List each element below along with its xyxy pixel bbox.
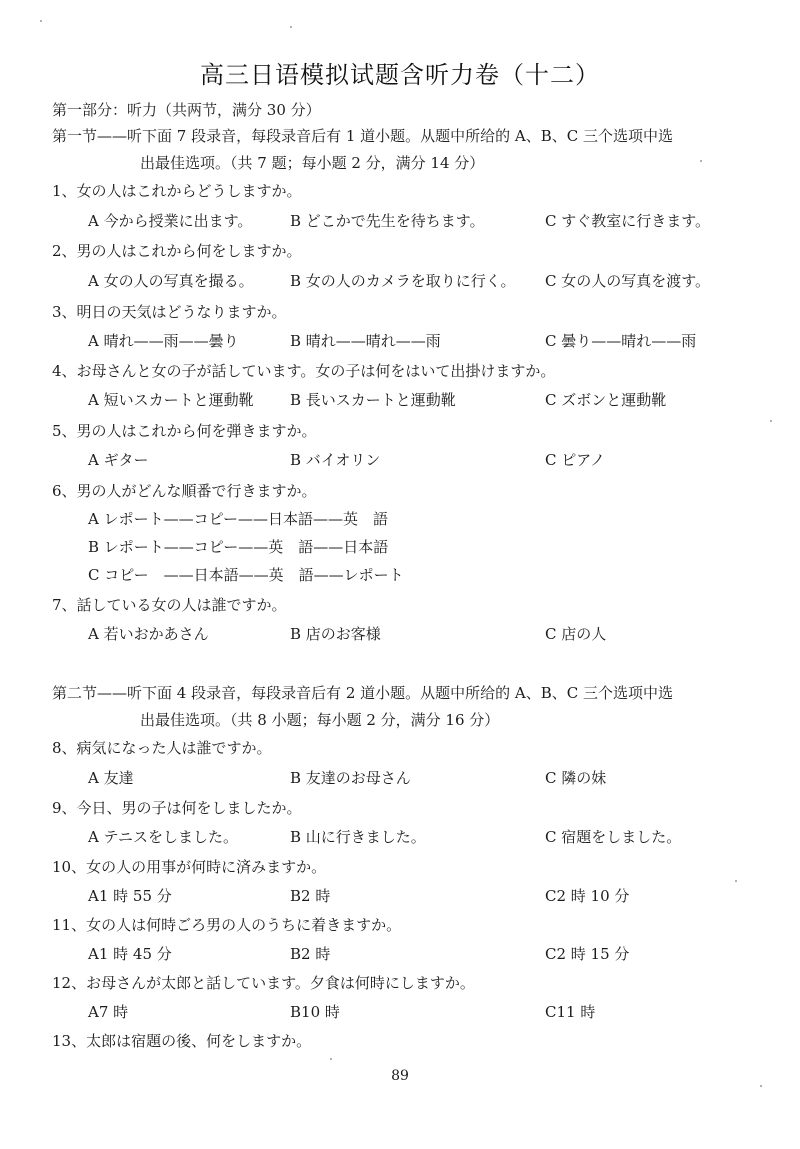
q2-option-b: B 女の人のカメラを取りに行く。 — [290, 272, 516, 290]
q5-option-b: B バイオリン — [290, 451, 381, 469]
q1-option-b: B どこかで先生を待ちます。 — [290, 212, 485, 230]
q7-option-a: A 若いおかあさん — [88, 625, 209, 643]
scan-speck — [330, 1058, 332, 1060]
question-13: 13、太郎は宿題の後、何をしますか。 — [52, 1032, 312, 1050]
q4-option-c: C ズボンと運動靴 — [545, 391, 667, 409]
section1-instruction-line2: 出最佳选项。（共 7 题；每小题 2 分，满分 14 分） — [140, 154, 485, 172]
q9-option-c: C 宿題をしました。 — [545, 828, 682, 846]
q2-option-c: C 女の人の写真を渡す。 — [545, 272, 711, 290]
question-8: 8、病気になった人は誰ですか。 — [52, 739, 272, 757]
q7-option-b: B 店のお客様 — [290, 625, 381, 643]
question-10: 10、女の人の用事が何時に済みますか。 — [52, 858, 327, 876]
q2-option-a: A 女の人の写真を撮る。 — [88, 272, 254, 290]
q6-option-a: A レポート——コピー——日本語——英 語 — [88, 510, 389, 528]
section2-instruction-line1: 第二节——听下面 4 段录音，每段录音后有 2 道小题。从题中所给的 A、B、C 三个选项中选 — [52, 684, 674, 702]
q11-option-b: B2 時 — [290, 945, 331, 963]
scan-speck — [700, 160, 702, 162]
question-6: 6、男の人がどんな順番で行きますか。 — [52, 482, 317, 500]
question-4: 4、お母さんと女の子が話しています。女の子は何をはいて出掛けますか。 — [52, 362, 556, 380]
q12-option-b: B10 時 — [290, 1003, 340, 1021]
q8-option-a: A 友達 — [88, 769, 134, 787]
q3-option-a: A 晴れ——雨——曇り — [88, 332, 239, 350]
question-2: 2、男の人はこれから何をしますか。 — [52, 242, 302, 260]
page-number: 89 — [391, 1068, 409, 1084]
q10-option-a: A1 時 55 分 — [88, 887, 172, 905]
q10-option-c: C2 時 10 分 — [545, 887, 630, 905]
scan-speck — [290, 26, 292, 28]
q5-option-a: A ギター — [88, 451, 149, 469]
q3-option-b: B 晴れ——晴れ——雨 — [290, 332, 441, 350]
page-title: 高三日语模拟试题含听力卷（十二） — [200, 61, 600, 89]
q9-option-b: B 山に行きました。 — [290, 828, 426, 846]
question-5: 5、男の人はこれから何を弾きますか。 — [52, 422, 317, 440]
q8-option-b: B 友達のお母さん — [290, 769, 411, 787]
scan-speck — [770, 420, 772, 422]
part1-heading: 第一部分：听力（共两节，满分 30 分） — [52, 101, 321, 119]
q8-option-c: C 隣の妹 — [545, 769, 607, 787]
q12-option-c: C11 時 — [545, 1003, 596, 1021]
question-11: 11、女の人は何時ごろ男の人のうちに着きますか。 — [52, 916, 402, 934]
q11-option-c: C2 時 15 分 — [545, 945, 630, 963]
q6-option-b: B レポート——コピー——英 語——日本語 — [88, 538, 389, 556]
q1-option-a: A 今から授業に出ます。 — [88, 212, 253, 230]
q6-option-c: C コピー ——日本語——英 語——レポート — [88, 566, 404, 584]
question-9: 9、今日、男の子は何をしましたか。 — [52, 799, 302, 817]
q3-option-c: C 曇り——晴れ——雨 — [545, 332, 697, 350]
section2-instruction-line2: 出最佳选项。（共 8 小题；每小题 2 分，满分 16 分） — [140, 711, 500, 729]
q4-option-b: B 長いスカートと運動靴 — [290, 391, 456, 409]
scan-speck — [760, 1085, 762, 1087]
q1-option-c: C すぐ教室に行きます。 — [545, 212, 711, 230]
q5-option-c: C ピアノ — [545, 451, 606, 469]
scan-speck — [40, 20, 42, 22]
q11-option-a: A1 時 45 分 — [88, 945, 172, 963]
scan-speck — [735, 880, 737, 882]
q10-option-b: B2 時 — [290, 887, 331, 905]
question-1: 1、女の人はこれからどうしますか。 — [52, 182, 302, 200]
q7-option-c: C 店の人 — [545, 625, 607, 643]
q4-option-a: A 短いスカートと運動靴 — [88, 391, 254, 409]
q12-option-a: A7 時 — [88, 1003, 129, 1021]
question-3: 3、明日の天気はどうなりますか。 — [52, 303, 287, 321]
q9-option-a: A テニスをしました。 — [88, 828, 239, 846]
question-7: 7、話している女の人は誰ですか。 — [52, 596, 287, 614]
section1-instruction-line1: 第一节——听下面 7 段录音，每段录音后有 1 道小题。从题中所给的 A、B、C 三个选项中选 — [52, 127, 674, 145]
question-12: 12、お母さんが太郎と話しています。夕食は何時にしますか。 — [52, 974, 475, 992]
